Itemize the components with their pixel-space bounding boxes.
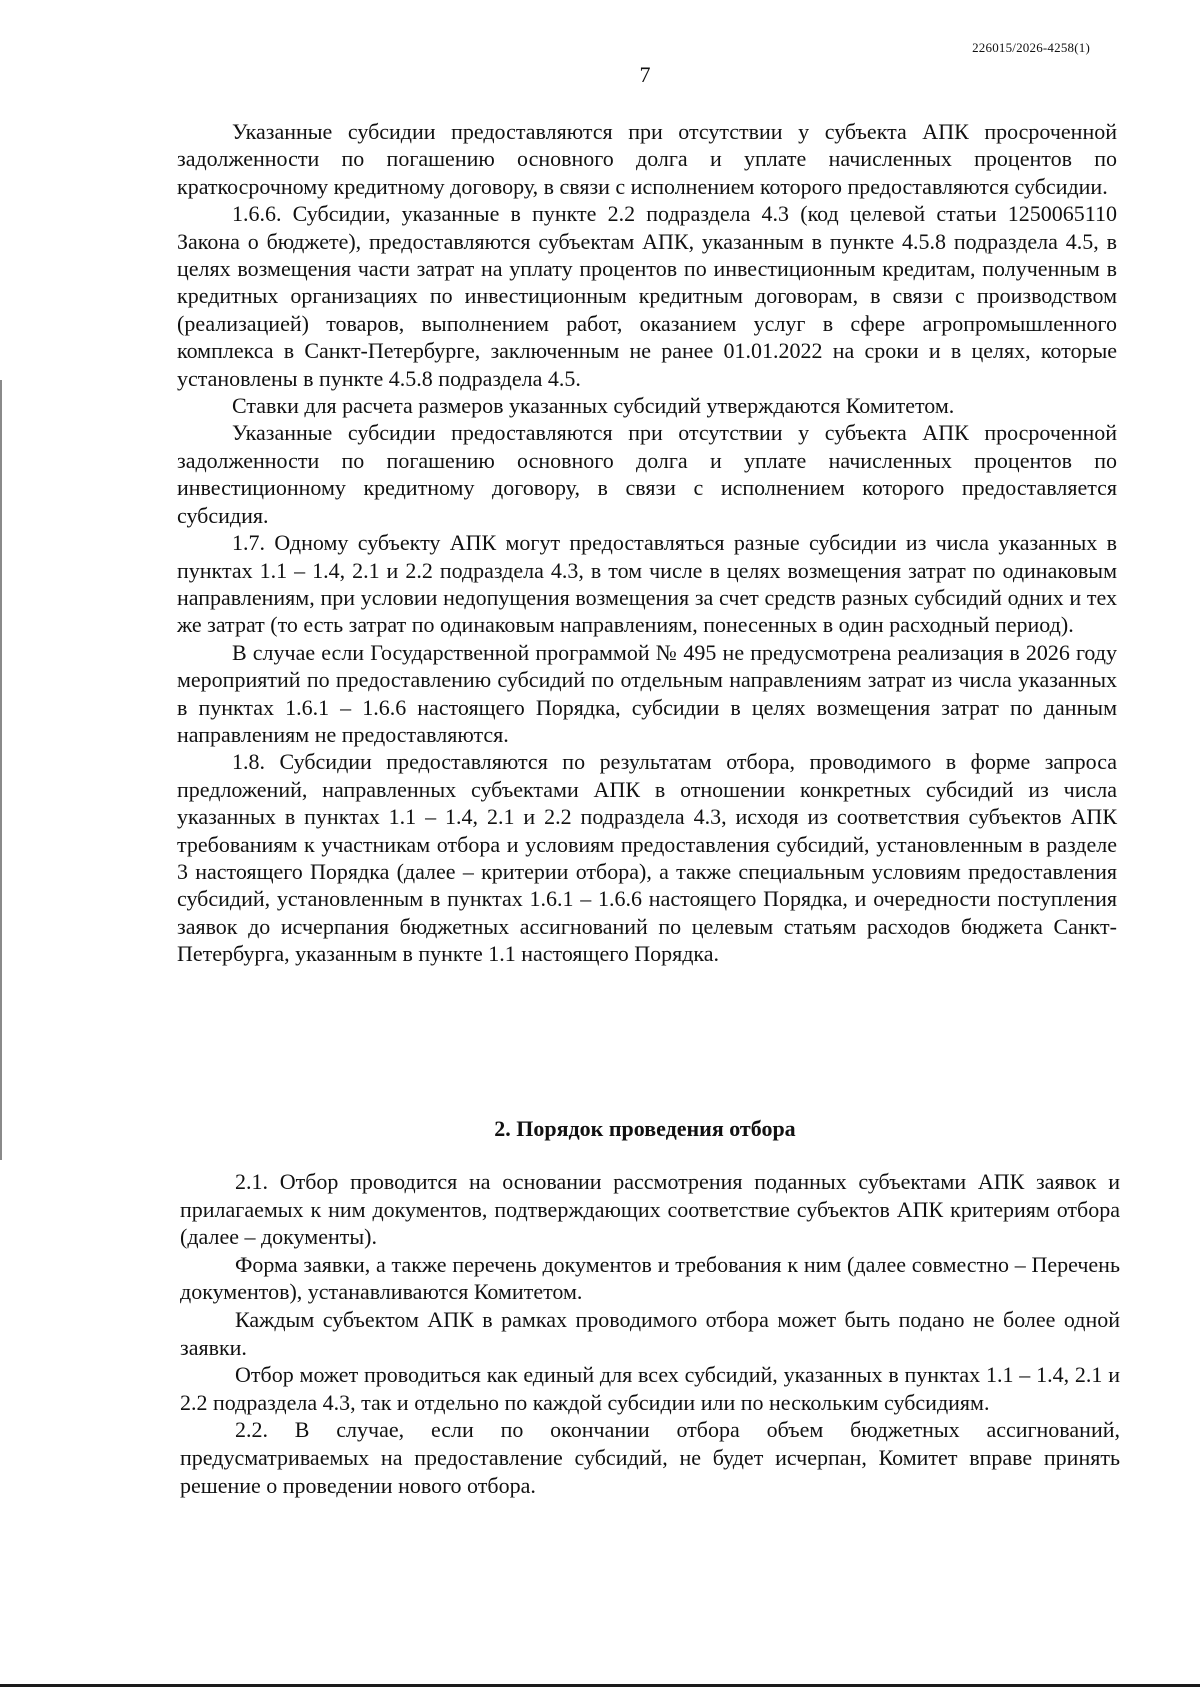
- scan-edge-line: [0, 380, 2, 1160]
- paragraph-2-1: 2.1. Отбор проводится на основании рассмотрения поданных субъектами АПК заявок и прилагаемых к ним документов, подтверждающих соответствие субъектов АПК критериям отбора (далее – документы).: [180, 1169, 1120, 1250]
- section-body: [180, 1168, 1120, 1499]
- paragraph: Указанные субсидии предоставляются при отсутствии у субъекта АПК просроченной задолженности по погашению основного долга и уплате начисленных процентов по инвестиционному кредитному договору, в связи с исполнением которого предоставляется субсидия.: [177, 420, 1117, 528]
- paragraph-1-7: 1.7. Одному субъекту АПК могут предоставляться разные субсидии из числа указанных в пунктах 1.1 – 1.4, 2.1 и 2.2 подраздела 4.3, в том числе в целях возмещения затрат по одинаковым направлениям, при условии недопущения возмещения за счет средств разных субсидий одних и тех же затрат (то есть затрат по одинаковым направлениям, понесенных в один расходный период).: [177, 530, 1117, 638]
- document-registration-number: 226015/2026-4258(1): [972, 40, 1090, 55]
- paragraph: Каждым субъектом АПК в рамках проводимого отбора может быть подано не более одной заявки.: [180, 1306, 1120, 1360]
- paragraph: Форма заявки, а также перечень документов и требования к ним (далее совместно – Перечень документов), устанавливаются Комитетом.: [180, 1251, 1120, 1305]
- paragraph: Отбор может проводиться как единый для всех субсидий, указанных в пунктах 1.1 – 1.4, 2.1 и 2.2 подраздела 4.3, так и отдельно по каждой субсидии или по нескольким субсидиям.: [180, 1362, 1120, 1415]
- paragraph-1-8: 1.8. Субсидии предоставляются по результатам отбора, проводимого в форме запроса предложений, направленных субъектами АПК в отношении конкретных субсидий из числа указанных в пунктах 1.1 – 1.4, 2.1 и 2.2 подраздела 4.3, исходя из соответствия субъектов АПК требованиям к участникам отбора и условиям предоставления субсидий, установленным в разделе 3 настоящего Порядка (далее – критерии отбора), а также специальным условиям предоставления субсидий, установленным в пунктах 1.6.1 – 1.6.6 настоящего Порядка, и очередности поступления заявок до исчерпания бюджетных ассигнований по целевым статьям расходов бюджета Санкт-Петербурга, указанным в пункте 1.1 настоящего Порядка.: [177, 749, 1117, 967]
- section-heading: 2. Порядок проведения отбора: [494, 1116, 796, 1141]
- bottom-scan-line: [0, 1684, 1200, 1687]
- paragraph: Ставки для расчета размеров указанных субсидий утверждаются Комитетом.: [232, 393, 955, 419]
- paragraph-1-6-6: 1.6.6. Субсидии, указанные в пункте 2.2 подраздела 4.3 (код целевой статьи 1250065110 Закона о бюджете), предоставляются субъектам АПК, указанным в пункте 4.5.8 подраздела 4.5, в целях возмещения части затрат на уплату процентов по инвестиционным кредитам, полученным в кредитных организациях по инвестиционным кредитным договорам, в связи с производством (реализацией) товаров, выполнением работ, оказанием услуг в сфере агропромышленного комплекса в Санкт-Петербурге, заключенным не ранее 01.01.2022 на сроки и в целях, которые установлены в пункте 4.5.8 подраздела 4.5.: [177, 201, 1117, 391]
- document-body: [177, 118, 1117, 968]
- page-number: 7: [639, 62, 651, 87]
- paragraph: Указанные субсидии предоставляются при отсутствии у субъекта АПК просроченной задолженности по погашению основного долга и уплате начисленных процентов по краткосрочному кредитному договору, в связи с исполнением которого предоставляются субсидии.: [177, 119, 1117, 199]
- paragraph-2-2: 2.2. В случае, если по окончании отбора объем бюджетных ассигнований, предусматриваемых на предоставление субсидий, не будет исчерпан, Комитет вправе принять решение о проведении нового отбора.: [180, 1417, 1120, 1498]
- paragraph: В случае если Государственной программой № 495 не предусмотрена реализация в 2026 году мероприятий по предоставлению субсидий по отдельным направлениям затрат из числа указанных в пунктах 1.6.1 – 1.6.6 настоящего Порядка, субсидии в целях возмещения затрат по данным направлениям не предоставляются.: [177, 639, 1117, 747]
